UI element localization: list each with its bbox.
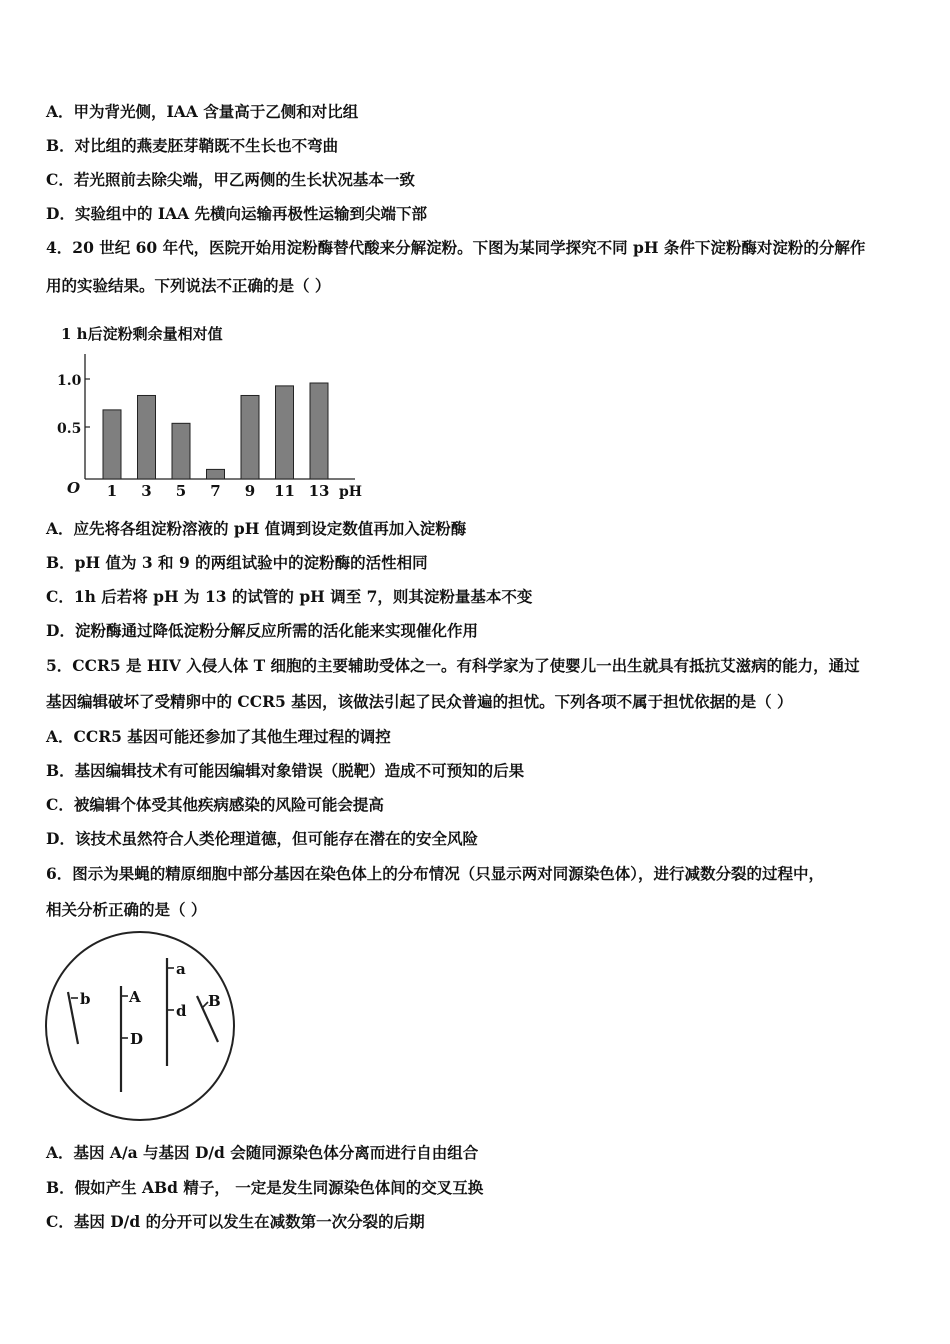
gene-label-a: a	[176, 960, 186, 978]
q5-stem-line2: 基因编辑破坏了受精卵中的 CCR5 基因，该做法引起了民众普遍的担忧。下列各项不属于担忧依据的是（ ）	[46, 692, 793, 711]
x-tick-label-7: 7	[210, 482, 221, 500]
x-tick-label-5: 5	[175, 482, 187, 500]
q4-option-a: A．应先将各组淀粉溶液的 pH 值调到设定数值再加入淀粉酶	[46, 519, 467, 538]
gene-label-d: d	[176, 1002, 187, 1020]
q5-stem-line1: 5．CCR5 是 HIV 入侵人体 T 细胞的主要辅助受体之一。有科学家为了使婴儿一出生就具有抵抗艾滋病的能力，通过	[46, 656, 860, 675]
bar-ph-7	[207, 469, 225, 479]
x-tick-label-13: 13	[308, 482, 330, 500]
q4-option-d: D．淀粉酶通过降低淀粉分解反应所需的活化能来实现催化作用	[46, 621, 478, 640]
gene-label-D: D	[130, 1030, 144, 1048]
bar-ph-9	[241, 395, 259, 479]
q3-option-c: C．若光照前去除尖端，甲乙两侧的生长状况基本一致	[46, 170, 415, 189]
q3-option-b: B．对比组的燕麦胚芽鞘既不生长也不弯曲	[46, 136, 339, 155]
chart-xlabel: pH	[339, 484, 363, 500]
q6-stem-line1: 6．图示为果蝇的精原细胞中部分基因在染色体上的分布情况（只显示两对同源染色体），进行减数分裂的过程中，	[46, 864, 825, 883]
chart-ytick-label-0: 0.5	[57, 421, 82, 437]
q4-bar-chart	[55, 318, 375, 508]
bar-ph-13	[310, 383, 328, 479]
q5-option-c: C．被编辑个体受其他疾病感染的风险可能会提高	[46, 795, 384, 814]
x-tick-label-9: 9	[244, 482, 256, 500]
q6-option-c: C．基因 D/d 的分开可以发生在减数第一次分裂的后期	[46, 1212, 425, 1231]
q4-stem-line2: 用的实验结果。下列说法不正确的是（ ）	[46, 276, 331, 295]
chart-origin-label: O	[67, 479, 81, 497]
q3-option-d: D．实验组中的 IAA 先横向运输再极性运输到尖端下部	[46, 204, 428, 223]
gene-label-b: b	[80, 990, 91, 1008]
bar-ph-1	[103, 410, 121, 479]
q4-stem-line1: 4．20 世纪 60 年代，医院开始用淀粉酶替代酸来分解淀粉。下图为某同学探究不同 pH 条件下淀粉酶对淀粉的分解作	[46, 238, 866, 257]
chart-ytick-label-1: 1.0	[57, 373, 82, 389]
x-tick-label-11: 11	[274, 482, 295, 500]
chart-ylabel: 1 h后淀粉剩余量相对值	[61, 325, 223, 343]
q4-option-b: B．pH 值为 3 和 9 的两组试验中的淀粉酶的活性相同	[46, 553, 428, 572]
x-tick-label-1: 1	[106, 482, 118, 500]
q6-stem-line2: 相关分析正确的是（ ）	[46, 900, 207, 919]
bar-ph-11	[276, 386, 294, 479]
bar-ph-5	[172, 423, 190, 479]
chromosome-b	[68, 992, 78, 1044]
q6-cell-diagram	[40, 926, 240, 1126]
q4-option-c: C．1h 后若将 pH 为 13 的试管的 pH 调至 7，则其淀粉量基本不变	[46, 587, 533, 606]
gene-label-A: A	[129, 988, 141, 1006]
q5-option-b: B．基因编辑技术有可能因编辑对象错误（脱靶）造成不可预知的后果	[46, 761, 525, 780]
q3-option-a: A．甲为背光侧，IAA 含量高于乙侧和对比组	[46, 102, 359, 121]
gene-label-B: B	[208, 992, 221, 1010]
q5-option-a: A．CCR5 基因可能还参加了其他生理过程的调控	[46, 727, 391, 746]
q6-option-a: A．基因 A/a 与基因 D/d 会随同源染色体分离而进行自由组合	[46, 1143, 479, 1162]
x-tick-label-3: 3	[141, 482, 152, 500]
q6-option-b: B．假如产生 ABd 精子， 一定是发生同源染色体间的交叉互换	[46, 1178, 484, 1197]
bar-ph-3	[138, 395, 156, 479]
q5-option-d: D．该技术虽然符合人类伦理道德，但可能存在潜在的安全风险	[46, 829, 478, 848]
